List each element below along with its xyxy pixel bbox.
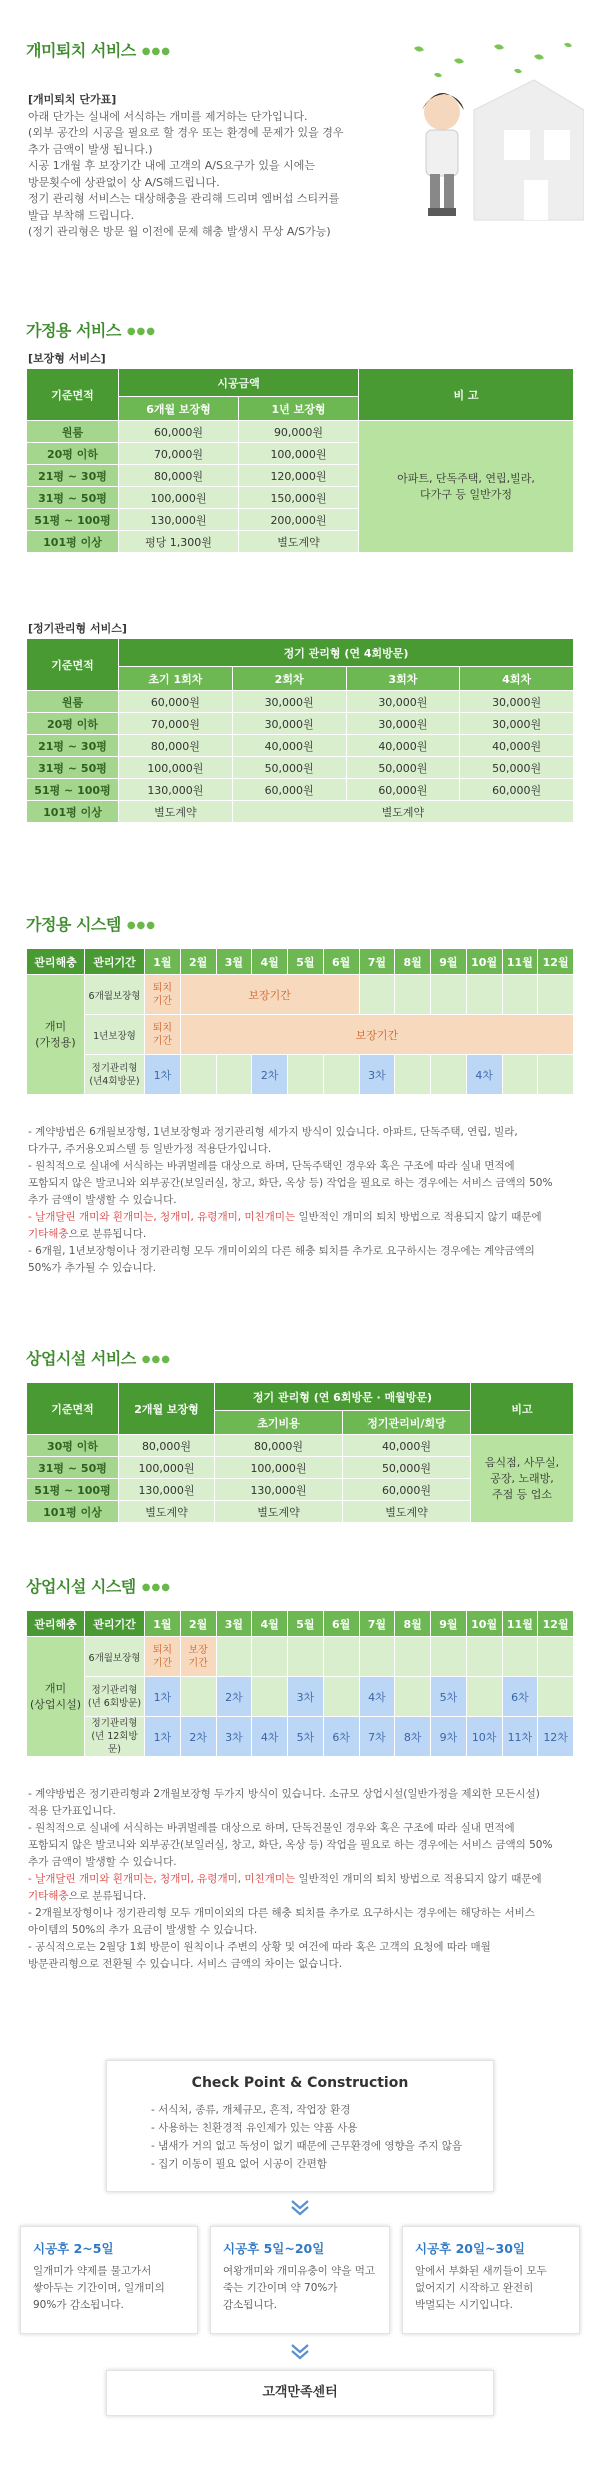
col-month: 6월 <box>323 949 359 975</box>
girl-and-house-illustration <box>384 40 584 240</box>
note-line: 방문관리형으로 전환될 수 있습니다. 서비스 금액의 차이는 없습니다. <box>28 1958 343 1970</box>
col-month: 1월 <box>145 1611 181 1637</box>
note-line: 포함되지 않은 발코니와 외부공간(보일러실, 창고, 화단, 옥상 등) 작업을 필요로 하는 경우에는 서비스 금액의 50% <box>28 1839 553 1851</box>
section-title-home-service: 가정용 서비스 ●●● <box>26 321 156 340</box>
col-month: 11월 <box>502 1611 538 1637</box>
note-line: 포함되지 않은 발코니와 외부공간(보일러실, 창고, 화단, 옥상 등) 작업을 필요로 하는 경우에는 서비스 금액의 50% <box>28 1177 553 1189</box>
note-line: - 6개월, 1년보장형이나 정기관리형 모두 개미이외의 다른 해충 퇴치를 추가로 요구하시는 경우에는 계약금액의 <box>28 1245 535 1257</box>
table-row: 30평 이하 80,000원 80,000원 40,000원 음식점, 사무실, 공장, 노래방, 주점 등 업소 <box>27 1435 574 1457</box>
col-month: 3월 <box>216 1611 252 1637</box>
col-pest: 관리해충 <box>27 949 85 975</box>
col-month: 5월 <box>288 1611 324 1637</box>
intro-line: (외부 공간의 시공을 필요로 할 경우 또는 환경에 문제가 있을 경우 <box>28 126 344 139</box>
table-row: 31평 ~ 50평 100,000원 50,000원 50,000원 50,000원 <box>27 757 574 779</box>
col-month: 2월 <box>180 1611 216 1637</box>
col-area: 기준면적 <box>27 369 119 421</box>
table-row: 원룸 60,000원 90,000원 아파트, 단독주택, 연립,빌라, 다가구 등 일반가정 <box>27 421 574 443</box>
col-area: 기준면적 <box>27 639 119 691</box>
stage-box-2 <box>210 2226 390 2334</box>
table-row: 20평 이하 70,000원 100,000원 <box>27 443 574 465</box>
commercial-price-table <box>26 1382 574 1523</box>
col-visit: 2회차 <box>232 667 346 691</box>
note-line: 다가구, 주거용오피스텔 등 일반가정 적용단가입니다. <box>28 1143 272 1155</box>
table-row: 51평 ~ 100평 130,000원 200,000원 <box>27 509 574 531</box>
list-item: - 집기 이동이 필요 없어 시공이 간편함 <box>151 2158 327 2170</box>
intro-line: 정기 관리형 서비스는 대상해충을 관리해 드리며 엠버섭 스티커를 <box>28 192 340 205</box>
col-month: 3월 <box>216 949 252 975</box>
col-month: 10월 <box>466 949 502 975</box>
section-title-ant-service: 개미퇴치 서비스 ●●● <box>26 41 171 60</box>
table-row: 개미 (가정용) 6개월보장형 퇴치 기간 보장기간 <box>27 975 574 1015</box>
col-month: 12월 <box>538 949 574 975</box>
table-row: 31평 ~ 50평 100,000원 150,000원 <box>27 487 574 509</box>
table-row: 개미 (상업시설) 6개월보장형 퇴치 기간 보장 기간 <box>27 1637 574 1677</box>
col-month: 10월 <box>466 1611 502 1637</box>
col-month: 7월 <box>359 949 395 975</box>
table-row: 51평 ~ 100평 130,000원 130,000원 60,000원 <box>27 1479 574 1501</box>
col-period: 관리기간 <box>85 949 145 975</box>
note-line: - 계약방법은 정기관리형과 2개월보장형 두가지 방식이 있습니다. 소규모 상업시설(일반가정을 제외한 모든시설) <box>28 1788 540 1800</box>
list-item: - 사용하는 친환경적 유인제가 있는 약품 사용 <box>151 2122 358 2134</box>
col-pest: 관리해충 <box>27 1611 85 1637</box>
stage-title: 시공후 2~5일 <box>33 2241 114 2256</box>
note-line: 적용 단가표입니다. <box>28 1805 116 1817</box>
table-row: 20평 이하 70,000원 30,000원 30,000원 30,000원 <box>27 713 574 735</box>
col-6m: 6개월 보장형 <box>119 397 239 421</box>
table-row: 정기관리형 (년 6회방문) 1차 2차 3차 4차 5차 6차 <box>27 1677 574 1717</box>
table-row: 101평 이상 별도계약 별도계약 별도계약 <box>27 1501 574 1523</box>
section-title-home-system: 가정용 시스템 ●●● <box>26 915 156 934</box>
intro-line: 발급 부착해 드립니다. <box>28 208 135 222</box>
col-period: 관리기간 <box>85 1611 145 1637</box>
col-regular: 정기 관리형 (연 6회방문 · 매월방문) <box>215 1383 471 1411</box>
commercial-system-notes <box>28 1786 578 1973</box>
col-month: 8월 <box>395 1611 431 1637</box>
list-item: - 서식처, 종류, 개체규모, 흔적, 작업장 환경 <box>151 2104 351 2116</box>
col-2m: 2개월 보장형 <box>119 1383 215 1435</box>
section-title-commercial-system: 상업시설 시스템 ●●● <box>26 1577 171 1596</box>
check-point-title: Check Point & Construction <box>191 2075 409 2091</box>
note-line: - 공식적으로는 2월당 1회 방문이 원칙이나 주변의 상황 및 여건에 따라 혹은 고객의 요청에 따라 매월 <box>28 1941 491 1953</box>
col-visit: 3회차 <box>346 667 460 691</box>
note-line: 추가 금액이 발생할 수 있습니다. <box>28 1194 177 1206</box>
col-month: 4월 <box>252 1611 288 1637</box>
commercial-schedule-table <box>26 1610 574 1757</box>
pest-cell: 개미 (상업시설) <box>27 1637 85 1757</box>
regular-price-table <box>26 638 574 823</box>
chevron-down-icon <box>289 2196 311 2218</box>
col-note: 비 고 <box>359 369 574 421</box>
col-visit: 4회차 <box>460 667 574 691</box>
table-row: 101평 이상 평당 1,300원 별도계약 <box>27 531 574 553</box>
note-line: - 원칙적으로 실내에 서식하는 바퀴벌레를 대상으로 하며, 단독건물인 경우와 혹은 구조에 따라 실내 면적에 <box>28 1822 515 1834</box>
intro-line: 아래 단가는 실내에 서식하는 개미를 제거하는 단가입니다. <box>28 109 308 123</box>
table-row: 1년보장형 퇴치 기간 보장기간 <box>27 1015 574 1055</box>
stage-text: 알에서 부화된 새끼들이 모두 없어지기 시작하고 완전히 박멸되는 시기입니다. <box>415 2265 547 2311</box>
col-regular: 정기 관리형 (연 4회방문) <box>119 639 574 667</box>
col-price: 시공금액 <box>119 369 359 397</box>
col-month: 1월 <box>145 949 181 975</box>
intro-line: (정기 관리형은 방문 월 이전에 문제 해충 발생시 무상 A/S가능) <box>28 225 331 238</box>
intro-line: 방문횟수에 상관없이 상 A/S해드립니다. <box>28 175 220 189</box>
table-row: 51평 ~ 100평 130,000원 60,000원 60,000원 60,000원 <box>27 779 574 801</box>
stage-box-1 <box>20 2226 198 2334</box>
col-initial: 초기비용 <box>215 1411 343 1435</box>
chevron-down-icon <box>289 2340 311 2362</box>
col-month: 9월 <box>431 949 467 975</box>
table-row: 101평 이상 별도계약 별도계약 <box>27 801 574 823</box>
col-month: 2월 <box>180 949 216 975</box>
stage-title: 시공후 5일~20일 <box>223 2241 325 2256</box>
home-system-notes <box>28 1124 578 1277</box>
table-row: 21평 ~ 30평 80,000원 120,000원 <box>27 465 574 487</box>
col-month: 12월 <box>538 1611 574 1637</box>
table-row: 정기관리형 (년 12회방문) 1차 2차 3차 4차 5차 6차 7차 8차 9차 10차 11차 12차 <box>27 1717 574 1757</box>
col-month: 11월 <box>502 949 538 975</box>
pest-cell: 개미 (가정용) <box>27 975 85 1095</box>
stage-text: 여왕개미와 개미유충이 약을 먹고 죽는 기간이며 약 70%가 감소됩니다. <box>223 2265 376 2311</box>
guarantee-price-table <box>26 368 574 553</box>
stage-title: 시공후 20일~30일 <box>415 2241 525 2256</box>
col-per-visit: 정기관리비/회당 <box>343 1411 471 1435</box>
guarantee-service-label: [보장형 서비스] <box>28 352 106 365</box>
note-line: - 원칙적으로 실내에 서식하는 바퀴벌레를 대상으로 하며, 단독주택인 경우와 혹은 구조에 따라 실내 면적에 <box>28 1160 515 1172</box>
note-line: - 날개달린 개미와 흰개미는, 청개미, 유령개미, 미친개미는 일반적인 개미의 퇴치 방법으로 적용되지 않기 때문에 <box>28 1211 542 1223</box>
customer-center-button[interactable]: 고객만족센터 <box>106 2370 494 2416</box>
col-note: 비고 <box>471 1383 574 1435</box>
intro-line: 시공 1개월 후 보장기간 내에 고객의 A/S요구가 있을 시에는 <box>28 159 315 172</box>
table-note: 음식점, 사무실, 공장, 노래방, 주점 등 업소 <box>471 1435 574 1523</box>
stage-box-3 <box>402 2226 580 2334</box>
table-row: 원룸 60,000원 30,000원 30,000원 30,000원 <box>27 691 574 713</box>
note-line: 기타해충으로 분류됩니다. <box>28 1890 147 1902</box>
note-line: 기타해충으로 분류됩니다. <box>28 1228 147 1240</box>
intro-text <box>28 92 388 241</box>
note-line: 아이템의 50%의 추가 요금이 발생할 수 있습니다. <box>28 1924 258 1936</box>
col-visit: 초기 1회차 <box>119 667 233 691</box>
check-point-box <box>106 2060 494 2192</box>
note-line: - 계약방법은 6개월보장형, 1년보장형과 정기관리형 세가지 방식이 있습니다. 아파트, 단독주택, 연립, 빌라, <box>28 1126 518 1138</box>
col-month: 8월 <box>395 949 431 975</box>
section-title-commercial-service: 상업시설 서비스 ●●● <box>26 1349 171 1368</box>
home-schedule-table <box>26 948 574 1095</box>
table-row: 31평 ~ 50평 100,000원 100,000원 50,000원 <box>27 1457 574 1479</box>
note-line: - 2개월보장형이나 정기관리형 모두 개미이외의 다른 해충 퇴치를 추가로 요구하시는 경우에는 해당하는 서비스 <box>28 1907 535 1919</box>
col-1y: 1년 보장형 <box>239 397 359 421</box>
regular-service-label: [정기관리형 서비스] <box>28 622 127 635</box>
col-month: 5월 <box>288 949 324 975</box>
note-line: - 날개달린 개미와 흰개미는, 청개미, 유령개미, 미친개미는 일반적인 개미의 퇴치 방법으로 적용되지 않기 때문에 <box>28 1873 542 1885</box>
intro-line: 추가 금액이 발생 됩니다.) <box>28 142 153 156</box>
col-month: 4월 <box>252 949 288 975</box>
col-month: 9월 <box>431 1611 467 1637</box>
col-month: 6월 <box>323 1611 359 1637</box>
list-item: - 냄새가 거의 없고 독성이 없기 때문에 근무환경에 영향을 주지 않음 <box>151 2140 463 2152</box>
stage-text: 일개미가 약제를 물고가서 쌓아두는 기간이며, 일개미의 90%가 감소됩니다. <box>33 2265 165 2311</box>
note-line: 50%가 추가될 수 있습니다. <box>28 1262 156 1274</box>
col-month: 7월 <box>359 1611 395 1637</box>
table-note: 아파트, 단독주택, 연립,빌라, 다가구 등 일반가정 <box>359 421 574 553</box>
note-line: 추가 금액이 발생할 수 있습니다. <box>28 1856 177 1868</box>
intro-label: [개미퇴치 단가표] <box>28 93 117 106</box>
table-row: 21평 ~ 30평 80,000원 40,000원 40,000원 40,000원 <box>27 735 574 757</box>
col-area: 기준면적 <box>27 1383 119 1435</box>
table-row: 정기관리형 (년4회방문) 1차 2차 3차 4차 <box>27 1055 574 1095</box>
